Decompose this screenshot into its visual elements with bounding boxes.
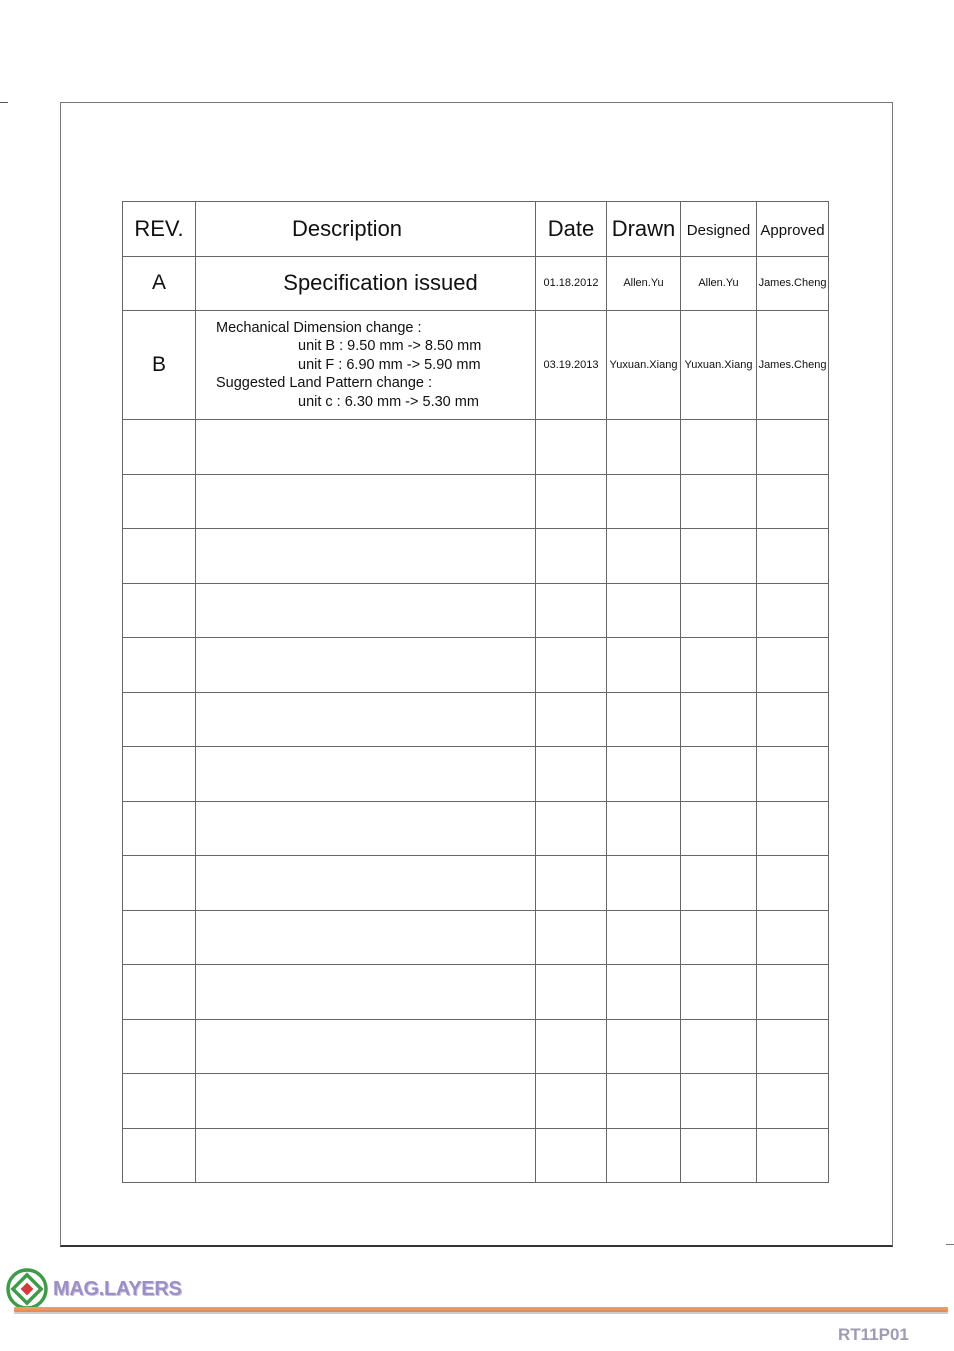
revision-header-row xyxy=(123,202,829,257)
empty-cell xyxy=(196,910,536,965)
revision-row-empty xyxy=(123,801,829,856)
revision-row-empty xyxy=(123,420,829,475)
empty-cell xyxy=(536,474,607,529)
date-cell: 03.19.2013 xyxy=(536,311,607,420)
empty-cell xyxy=(681,747,757,802)
revision-row-empty xyxy=(123,1128,829,1183)
description-line: unit F : 6.90 mm -> 5.90 mm xyxy=(298,356,481,373)
empty-cell xyxy=(607,747,681,802)
crop-mark-bottom-right xyxy=(946,1244,954,1245)
empty-cell xyxy=(681,583,757,638)
empty-cell xyxy=(196,965,536,1020)
empty-cell xyxy=(681,856,757,911)
empty-cell xyxy=(757,1074,829,1129)
revision-row-empty xyxy=(123,1019,829,1074)
designed-cell: Allen.Yu xyxy=(681,256,757,311)
rev-cell: B xyxy=(123,311,196,420)
empty-cell xyxy=(536,638,607,693)
empty-cell xyxy=(123,1128,196,1183)
empty-cell xyxy=(123,420,196,475)
empty-cell xyxy=(196,747,536,802)
empty-cell xyxy=(123,910,196,965)
empty-cell xyxy=(123,692,196,747)
empty-cell xyxy=(536,801,607,856)
empty-cell xyxy=(196,1074,536,1129)
empty-cell xyxy=(607,965,681,1020)
empty-cell xyxy=(681,474,757,529)
empty-cell xyxy=(681,420,757,475)
approved-cell: James.Cheng xyxy=(757,256,829,311)
empty-cell xyxy=(536,965,607,1020)
empty-cell xyxy=(757,801,829,856)
empty-cell xyxy=(196,583,536,638)
empty-cell xyxy=(196,801,536,856)
empty-cell xyxy=(757,965,829,1020)
document-code: RT11P01 xyxy=(838,1325,909,1344)
empty-cell xyxy=(196,529,536,584)
revision-row-empty xyxy=(123,910,829,965)
empty-cell xyxy=(123,747,196,802)
empty-cell xyxy=(607,474,681,529)
empty-cell xyxy=(536,910,607,965)
empty-cell xyxy=(536,1128,607,1183)
empty-cell xyxy=(196,856,536,911)
revision-row-empty xyxy=(123,965,829,1020)
company-logo xyxy=(5,1267,182,1311)
revision-row-empty xyxy=(123,529,829,584)
empty-cell xyxy=(123,583,196,638)
empty-cell xyxy=(123,801,196,856)
empty-cell xyxy=(536,420,607,475)
empty-cell xyxy=(757,1019,829,1074)
rev-cell: A xyxy=(123,256,196,311)
empty-cell xyxy=(607,583,681,638)
empty-cell xyxy=(607,529,681,584)
empty-cell xyxy=(757,910,829,965)
empty-cell xyxy=(123,474,196,529)
empty-cell xyxy=(536,529,607,584)
empty-cell xyxy=(196,1019,536,1074)
empty-cell xyxy=(536,692,607,747)
empty-cell xyxy=(196,474,536,529)
empty-cell xyxy=(681,965,757,1020)
description-line: unit c : 6.30 mm -> 5.30 mm xyxy=(298,393,479,410)
empty-cell xyxy=(196,1128,536,1183)
designed-cell: Yuxuan.Xiang xyxy=(681,311,757,420)
empty-cell xyxy=(123,856,196,911)
empty-cell xyxy=(757,856,829,911)
empty-cell xyxy=(757,529,829,584)
empty-cell xyxy=(681,801,757,856)
empty-cell xyxy=(681,1128,757,1183)
date-cell: 01.18.2012 xyxy=(536,256,607,311)
empty-cell xyxy=(196,420,536,475)
empty-cell xyxy=(536,583,607,638)
header-approved: Approved xyxy=(757,202,829,257)
header-description: Description xyxy=(196,202,536,257)
approved-cell: James.Cheng xyxy=(757,311,829,420)
description-cell: Specification issued xyxy=(196,256,536,311)
revision-row-empty xyxy=(123,638,829,693)
empty-cell xyxy=(536,747,607,802)
empty-cell xyxy=(757,583,829,638)
empty-cell xyxy=(681,529,757,584)
header-rev: REV. xyxy=(123,202,196,257)
empty-cell xyxy=(607,420,681,475)
footer-divider-bar xyxy=(14,1307,948,1312)
header-date: Date xyxy=(536,202,607,257)
empty-cell xyxy=(123,965,196,1020)
empty-cell xyxy=(536,1074,607,1129)
description-cell xyxy=(196,311,536,420)
revision-row-empty xyxy=(123,474,829,529)
empty-cell xyxy=(681,910,757,965)
revision-row-empty xyxy=(123,747,829,802)
empty-cell xyxy=(757,692,829,747)
crop-mark-top-left xyxy=(0,102,8,103)
empty-cell xyxy=(123,1074,196,1129)
description-line: Suggested Land Pattern change : xyxy=(216,375,433,392)
revision-table xyxy=(122,201,829,1183)
empty-cell xyxy=(123,529,196,584)
empty-cell xyxy=(607,856,681,911)
empty-cell xyxy=(607,638,681,693)
empty-cell xyxy=(196,638,536,693)
empty-cell xyxy=(607,910,681,965)
empty-cell xyxy=(123,1019,196,1074)
empty-cell xyxy=(757,747,829,802)
empty-cell xyxy=(681,1074,757,1129)
empty-cell xyxy=(757,474,829,529)
header-designed: Designed xyxy=(681,202,757,257)
drawn-cell: Allen.Yu xyxy=(607,256,681,311)
empty-cell xyxy=(607,1074,681,1129)
description-line: Mechanical Dimension change : xyxy=(216,319,422,336)
empty-cell xyxy=(607,692,681,747)
drawn-cell: Yuxuan.Xiang xyxy=(607,311,681,420)
revision-row-b xyxy=(123,311,829,420)
description-line: unit B : 9.50 mm -> 8.50 mm xyxy=(298,338,482,355)
revision-row-a xyxy=(123,256,829,311)
empty-cell xyxy=(681,1019,757,1074)
empty-cell xyxy=(757,420,829,475)
empty-cell xyxy=(607,801,681,856)
empty-cell xyxy=(757,1128,829,1183)
empty-cell xyxy=(607,1019,681,1074)
empty-cell xyxy=(196,692,536,747)
revision-row-empty xyxy=(123,692,829,747)
revision-row-empty xyxy=(123,1074,829,1129)
revision-row-empty xyxy=(123,583,829,638)
empty-cell xyxy=(757,638,829,693)
empty-cell xyxy=(681,692,757,747)
brand-name: MAG.LAYERS xyxy=(53,1277,182,1300)
header-drawn: Drawn xyxy=(607,202,681,257)
maglayers-logo-icon xyxy=(5,1267,49,1311)
empty-cell xyxy=(536,1019,607,1074)
empty-cell xyxy=(607,1128,681,1183)
empty-cell xyxy=(123,638,196,693)
empty-cell xyxy=(681,638,757,693)
empty-cell xyxy=(536,856,607,911)
revision-row-empty xyxy=(123,856,829,911)
